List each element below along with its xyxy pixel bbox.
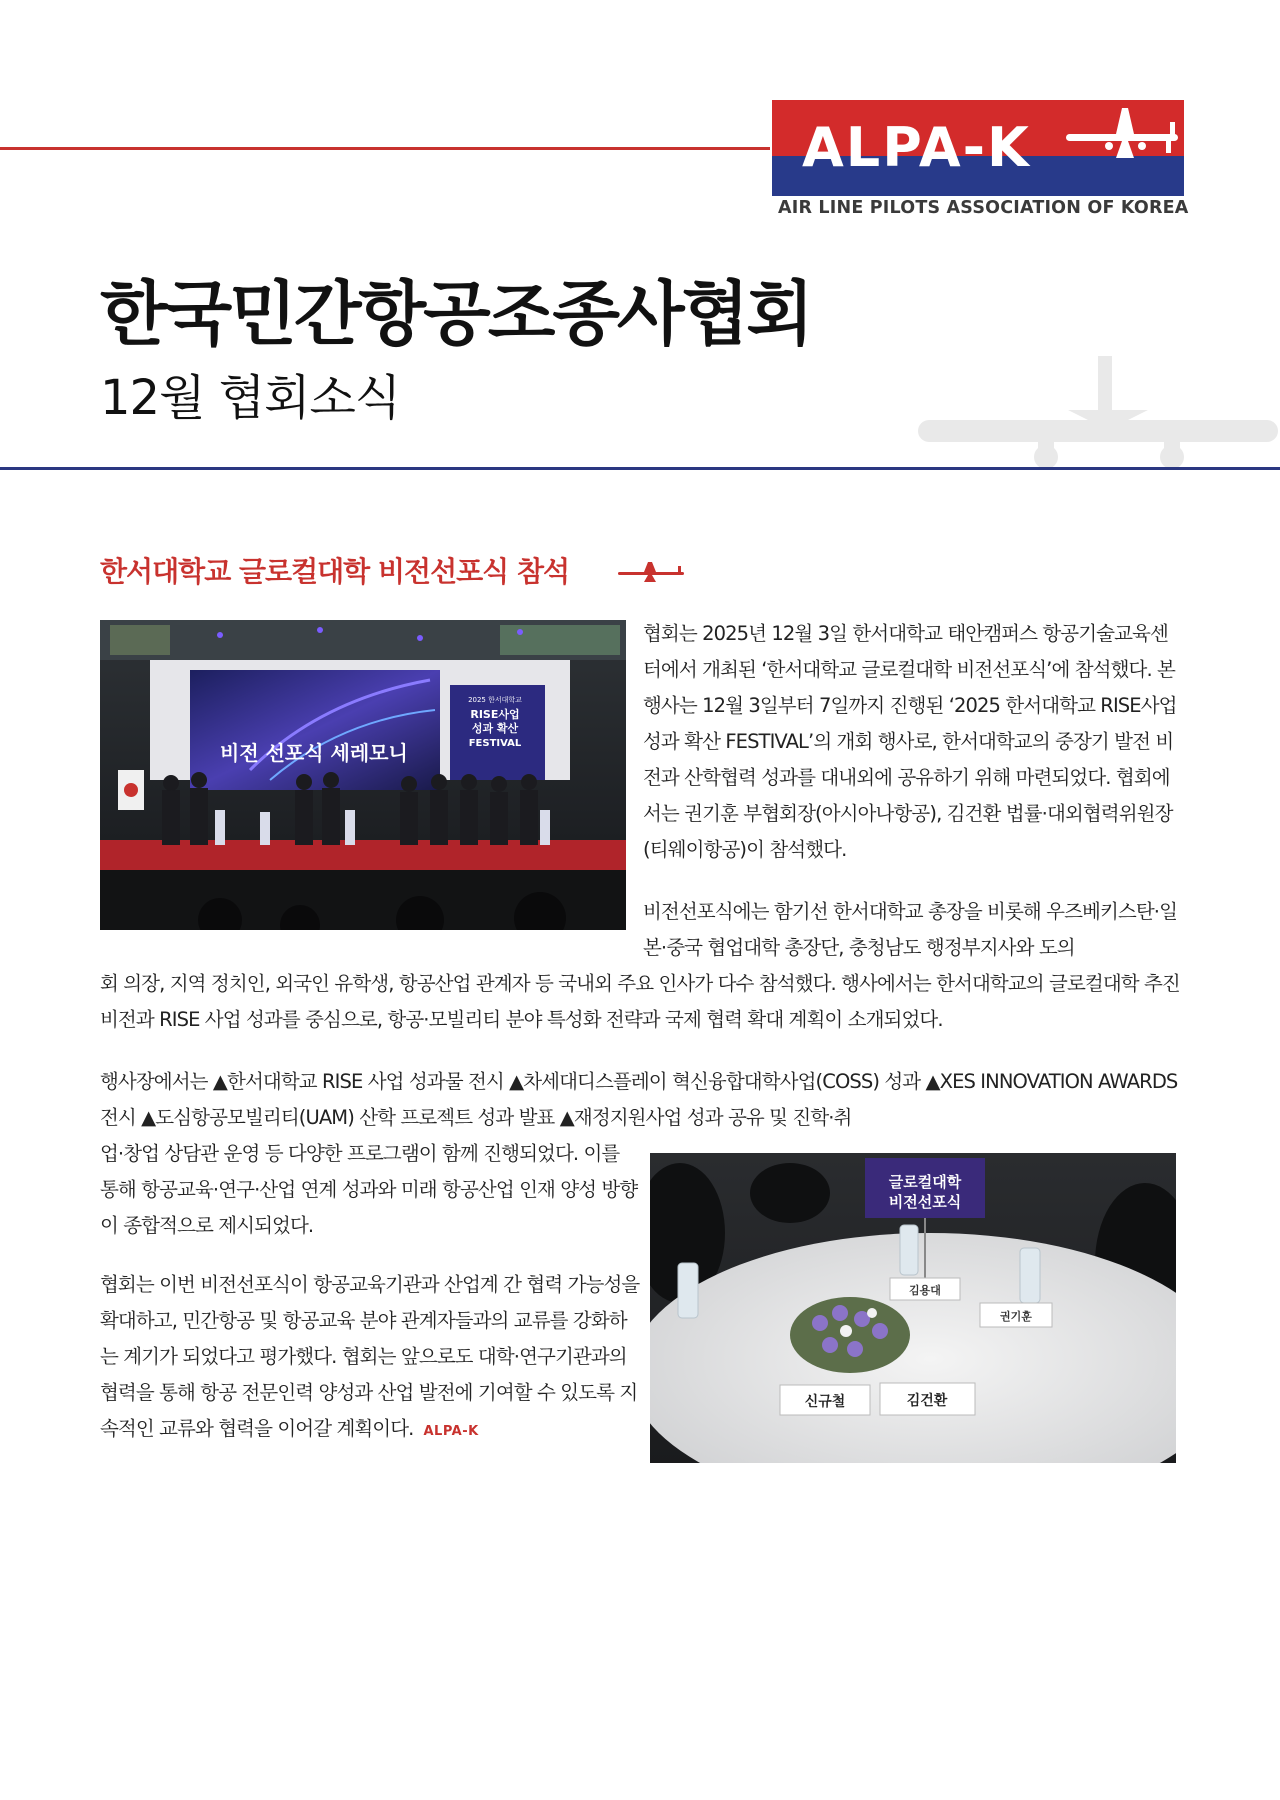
alpa-k-logo <box>772 100 1189 218</box>
name-card-3: 신규철 <box>804 1394 846 1410</box>
header-blue-rule <box>0 467 1280 470</box>
section-airplane-icon <box>618 560 684 582</box>
background-airplane-icon <box>918 350 1278 470</box>
side-screen-line-4: FESTIVAL <box>468 738 522 749</box>
logo-text: ALPA-K <box>802 116 1031 179</box>
page-title: 한국민간항공조종사협회 <box>100 273 811 355</box>
logo-subtitle: AIR LINE PILOTS ASSOCIATION OF KOREA <box>778 198 1189 218</box>
page-subtitle: 12월 협회소식 <box>100 370 401 426</box>
section-heading: 한서대학교 글로컬대학 비전선포식 참석 <box>100 555 570 588</box>
article-paragraph-4 <box>100 1267 640 1450</box>
header-red-rule <box>0 147 770 150</box>
article-paragraph-3-end: 업·창업 상담관 운영 등 다양한 프로그램이 함께 진행되었다. 이를 통해 항공교육·연구·산업 연계 성과와 미래 항공산업 인재 양성 방향이 종합적으로 제시되었다. <box>100 1142 638 1237</box>
name-card-1: 김용대 <box>909 1284 941 1297</box>
logo-airplane-icon <box>1062 108 1182 158</box>
article-paragraph-1: 협회는 2025년 12월 3일 한서대학교 태안캠퍼스 항공기술교육센터에서 개최된 ‘한서대학교 글로컬대학 비전선포식’에 참석했다. 본 행사는 12월 3일부터 7일까지 진행된 ‘2025 한서대학교 RISE사업 성과 확산 FESTIVAL’의 개회 행사로, 한서대학교의 중장기 발전 비전과 산학협력 성과를 대내외에 공유하기 위해 마련되었다. 협회에서는 권기훈 부협회장(아시아나항공), 김건환 법률·대외협력위원장(티웨이항공)이 참석했다. <box>643 622 1177 861</box>
article-paragraph-2-start: 비전선포식에는 함기선 한서대학교 총장을 비롯해 우즈베키스탄·일본·중국 협업대학 총장단, 충청남도 행정부지사와 도의 <box>643 900 1178 959</box>
name-card-4: 김건환 <box>906 1393 948 1409</box>
reception-table-photo <box>650 1153 1176 1463</box>
article-paragraph-2-end: 회 의장, 지역 정치인, 외국인 유학생, 항공산업 관계자 등 국내외 주요 인사가 다수 참석했다. 행사에서는 한서대학교의 글로컬대학 추진 비전과 RISE 사업 성과를 중심으로, 항공·모빌리티 분야 특성화 전략과 국제 협력 확대 계획이 소개되었다. <box>100 972 1180 1031</box>
stage-screen-text: 비전 선포식 세레모니 <box>220 741 408 765</box>
article-paragraph-4-text: 협회는 이번 비전선포식이 항공교육기관과 산업계 간 협력 가능성을 확대하고, 민간항공 및 항공교육 분야 관계자들과의 교류를 강화하는 계기가 되었다고 평가했다. 협회는 앞으로도 대학·연구기관과의 협력을 통해 항공 전문인력 양성과 산업 발전에 기여할 수 있도록 지속적인 교류와 협력을 이어갈 계획이다. <box>100 1273 640 1440</box>
table-sign-line-2: 비전선포식 <box>888 1193 962 1211</box>
article-paragraph-3-start: 행사장에서는 ▲한서대학교 RISE 사업 성과물 전시 ▲차세대디스플레이 혁신융합대학사업(COSS) 성과 ▲XES INNOVATION AWARDS 전시 ▲도심항공모빌리티(UAM) 산학 프로젝트 성과 발표 ▲재정지원사업 성과 공유 및 진학·취 <box>100 1070 1178 1129</box>
side-screen-line-1: 2025 한서대학교 <box>468 696 522 704</box>
side-screen-line-2: RISE사업 <box>470 708 520 721</box>
table-sign-line-1: 글로컬대학 <box>888 1173 962 1191</box>
end-mark: ALPA-K <box>423 1424 479 1439</box>
name-card-2: 권기훈 <box>1000 1310 1032 1323</box>
side-screen-line-3: 성과 확산 <box>471 722 519 735</box>
ceremony-stage-photo <box>100 620 626 930</box>
